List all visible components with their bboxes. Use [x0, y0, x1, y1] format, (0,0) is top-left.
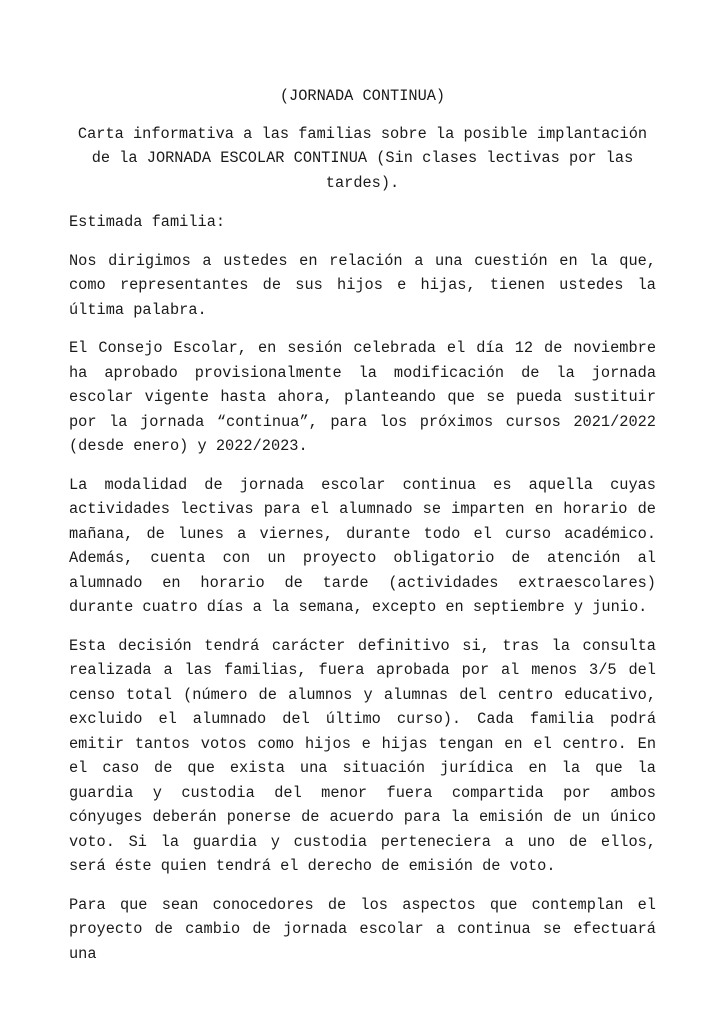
paragraph-decision: Esta decisión tendrá carácter definitivo si, tras la consulta realizada a las familias, fuera aprobada por al menos 3/5 del censo total (número de alumnos y alumnas del centro educativo, excluido el alumnado del último curso). Cada familia podrá emitir tantos votos como hijos e hijas tengan en el centro. En el caso de que exista una situación jurídica en la que la guardia y custodia del menor fuera compartida por ambos cónyuges deberán ponerse de acuerdo para la emisión de un único voto. Si la guardia y custodia perteneciera a uno de ellos, será éste quien tendrá el derecho de emisión de voto. — [69, 636, 656, 875]
document-page — [69, 84, 656, 980]
paragraph-modalidad: La modalidad de jornada escolar continua es aquella cuyas actividades lectivas para el alumnado se imparten en horario de mañana, de lunes a viernes, durante todo el curso académico. Además, cuenta con un proyecto obligatorio de atención al alumnado en horario de tarde (actividades extraescolares) durante cuatro días a la semana, excepto en septiembre y junio. — [69, 475, 656, 616]
paragraph-intro: Nos dirigimos a ustedes en relación a una cuestión en la que, como representantes de sus hijos e hijas, tienen ustedes la última palabra. — [69, 251, 656, 319]
paragraph-proyecto: Para que sean conocedores de los aspectos que contemplan el proyecto de cambio de jornada escolar a continua se efectuará una — [69, 895, 656, 963]
greeting: Estimada familia: — [69, 213, 226, 231]
document-subtitle: Carta informativa a las familias sobre la posible implantación de la JORNADA ESCOLAR CONTINUA (Sin clases lectivas por las tardes). — [77, 124, 648, 192]
document-title: (JORNADA CONTINUA) — [279, 87, 446, 105]
paragraph-consejo-escolar: El Consejo Escolar, en sesión celebrada el día 12 de noviembre ha aprobado provisionalmente la modificación de la jornada escolar vigente hasta ahora, planteando que se pueda sustituir por la jornada “continua”, para los próximos cursos 2021/2022 (desde enero) y 2022/2023. — [69, 339, 656, 455]
